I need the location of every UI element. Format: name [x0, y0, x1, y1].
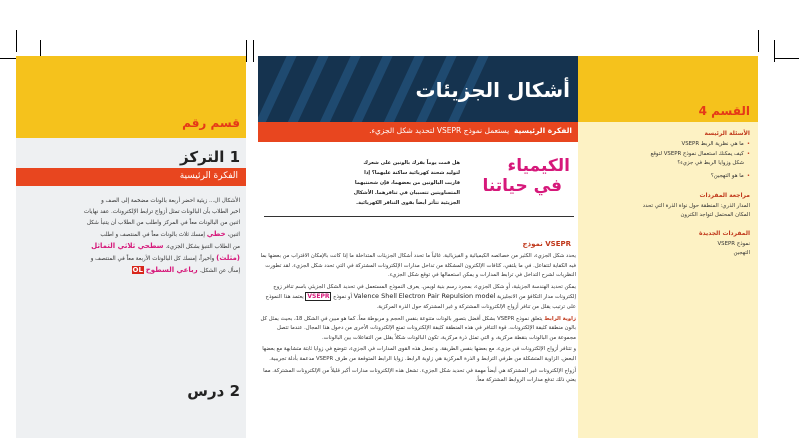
vocab-term-vsepr: VSEPR [307, 293, 330, 301]
paragraph-text: يعتمد هذا النموذج على ترتيب يقلل من تنافر أزواج الإلكترونات المشتركة و غير المشتركة حول الذرة المركزية. [265, 294, 576, 310]
focus-line [22, 241, 240, 253]
focus-text: إمسك ثلاث بالونات معاً في المنتصف و اطلب [100, 232, 205, 238]
bullet-icon: • [746, 141, 750, 147]
chemistry-in-life-title: الكيمياء [507, 156, 570, 176]
main-idea-text [369, 126, 572, 135]
focus-activity-text [22, 196, 240, 277]
focus-text: وأخيراً، إمسك كل البالونات الأربعة معاً في المنتصف و [90, 256, 215, 262]
paragraph-text: يمكن تحديد الهندسة الجزيئية، أو شكل الجزيء، بمجرد رسم بنية لويس. يعرف النموذج المستعمل في تحديد الشكل الجزيئي باسم تنافر زوج إلكترونات مدار التكافؤ من الانجليزية [273, 283, 576, 301]
section-label: القسم 4 [698, 104, 750, 118]
answer-tetrahedral: رباعي السطوح [145, 266, 198, 274]
key-questions-heading: الأسئلة الرئيسة [704, 130, 750, 137]
key-question-item [711, 172, 750, 181]
focus-line: الأشكال ال... زيئية احضر أربعة بالونات مضخمة إلى الصف و [101, 198, 240, 204]
sidebar-header [578, 56, 758, 122]
crop-mark [253, 40, 254, 62]
focus-text: اثنين، [227, 232, 240, 238]
answer-trigonal-planar: سطحي ثلاثي التماثل [91, 242, 164, 250]
body-text [258, 252, 576, 388]
focus-line: اثنين من البالونات معاً في المركز واطلب من الطلاب أن يتنبأ شكل [86, 220, 240, 226]
crop-mark [758, 30, 759, 52]
sidebar-panel [578, 122, 758, 438]
focus-line: اخبر الطلاب بأن البالونات تمثل أزواج ترابط الإلكترونات. عقد نهايات [83, 209, 240, 215]
answer-triangle: (مثلث) [216, 254, 240, 262]
ol-level-badge: OL [132, 266, 143, 274]
bullet-icon: • [746, 173, 750, 179]
review-vocab-heading: مراجعة المفردات [699, 192, 750, 199]
key-question-text: ما هو التهجين؟ [710, 173, 744, 179]
paragraph: يحدد شكل الجزيء، الكثير من خصائصه الكيميائية و الفيزيائية. غالباً ما تحدد أشكال الجزيئات المتداخلة ما إذا كانت بالإمكان الاقتراب من بعضها بما فيه الكفاية لتتفاعل. في ما يلتقي، كثافات الإلكترون المشكلة من تداخل مدارات الإلكترونات المشتركة في التي تحدد شكل الجزيء. لقد تطورت النظريات لشرح التداخل في ترابط المدارات و يمكن استعمالها في توقع شكل الجزيء. [260, 253, 576, 279]
lesson-heading: 2 درس [187, 382, 240, 400]
section-number-label: قسم رقم [182, 116, 240, 130]
crop-mark [16, 30, 17, 52]
answer-linear: خطي [206, 230, 226, 238]
focus-line [22, 229, 240, 241]
main-idea-sentence: يستعمل نموذج VSEPR لتحديد شكل الجزيء. [369, 126, 510, 135]
chemistry-in-life-box [264, 152, 574, 210]
crop-mark [246, 40, 247, 62]
focus-line [22, 265, 240, 277]
paragraph-text: يتعلق نموذج VSEPR بشكل أفضل بتصور بالونات متنوعة بنفس الحجم و مربوطة معاً. كما هو مبين في الشكل 18، بحيث يمثل كل بالون منطقة كثيفة الإلكترونات. قوة التنافر في هذه المنطقة كثيفة الإلكترونات تمنع الإلكترونات الأخرى من دخول هذا المجال. عندما تتصل مجموعة من البالونات بنقطة مركزية، و التي تمثل ذرة مركزية، تكون البالونات شكلاً يقلل من التفاعلات بين البالونات. [260, 315, 576, 341]
chemistry-in-life-subtitle: في حياتنا [482, 176, 562, 196]
focus-text: من الطلاب التنبؤ بشكل الجزيء. [165, 244, 240, 250]
key-question-text: ما هي نظرية الربط VSEPR [681, 141, 744, 147]
crop-mark [775, 58, 799, 59]
main-idea-label: الفكرة الرئيسية [513, 126, 572, 135]
key-question-text: كيف يمكنك استعمال نموذج VSEPR لتوقع [650, 151, 744, 157]
key-question-continuation: شكل وزوايا الربط في جزيء؟ [677, 160, 744, 166]
english-term: Electron Pair Repulsion model [398, 292, 496, 301]
paragraph-text: أو نموذج [333, 294, 352, 301]
review-vocab-text: المدار الذري: المنطقة حول نواة الذرة التي تحدد [642, 203, 750, 209]
chemistry-in-life-text: هل قمت يوماً بفرك بالونين على شعرك لتوليد شحنة كهربائية ساكنة عليهما؟ إذا قاربت البالونين من بعضهما، فإن شحنتيهما المتساويتين تتسببان في تنافرهما. الأشكال الجزيئية تتأثر أيضاً بقوى التنافر الكهربائية. [353, 160, 460, 206]
teacher-column [16, 56, 246, 438]
new-vocab-heading: المفردات الجديدة [699, 230, 750, 237]
paragraph: و تتنافر أزواج الإلكترونات في جزيء، مع بعضها بنفس الطريقة. و تجعل هذه القوى المدارات في الجزيء، تتوضع في زوايا ثابتة متشابهة مع بعضها البعض. الزاوية المتشكلة من طرفي الترابط و الذرة المركزية هي زاوية الرابط. زوايا الرابط المتوقعة من طرف VSEPR مدعمة بأدلة تجريبية. [262, 346, 576, 362]
section-heading-vsepr: نموذج VSEPR [522, 240, 571, 248]
new-vocab-item: التهجين [733, 250, 750, 256]
key-question-item [682, 140, 750, 149]
page-title: أشكال الجزيئات [415, 78, 570, 102]
crop-mark [0, 58, 16, 59]
title-banner [258, 56, 578, 122]
english-term: Valence Shell [353, 292, 397, 301]
focus-heading: 1 التركز [180, 148, 240, 166]
paragraph: أزواج الإلكترونات غير المشتركة هي أيضاً مهمة في تحديد شكل الجزيء. تشغل هذه الإلكترونات مدارات أكبر قليلاً من الإلكترونات المشتركة. مما يعني ذلك تدفع مدارات الروابط المشتركة معاً. [263, 367, 576, 384]
new-vocab-item: نموذج VSEPR [717, 241, 750, 247]
paragraph [258, 315, 576, 344]
focus-text: إسأل عن الشكل. [199, 268, 240, 274]
focus-line [22, 253, 240, 265]
main-idea-bar [16, 168, 246, 186]
divider [264, 216, 574, 217]
review-vocab-text: المكان المحتمل لتواجد الكترون [680, 212, 750, 218]
main-idea-bar [258, 122, 578, 142]
main-idea-bar-label: الفكرة الرئيسية [179, 171, 238, 181]
key-question-item [650, 150, 750, 159]
bullet-icon: • [746, 151, 750, 157]
subheading-bond-angle: زاوية الرابط [544, 315, 576, 322]
paragraph [258, 283, 576, 313]
